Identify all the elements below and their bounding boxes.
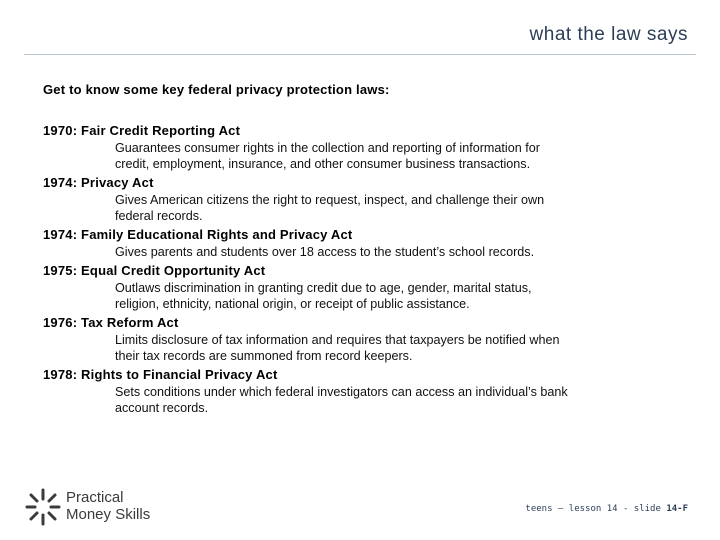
law-list — [43, 122, 643, 418]
law-description — [115, 280, 643, 312]
intro-text: Get to know some key federal privacy protection laws: — [43, 82, 390, 97]
law-description — [115, 244, 643, 260]
law-description-line: their tax records are summoned from record keepers. — [115, 349, 413, 363]
law-title: 1974: Family Educational Rights and Privacy Act — [43, 227, 353, 242]
logo-line-1: Practical — [66, 489, 124, 506]
law-title: 1976: Tax Reform Act — [43, 315, 179, 330]
law-description-line: Gives American citizens the right to request, inspect, and challenge their own — [115, 193, 545, 207]
law-description-line: Sets conditions under which federal investigators can access an individual’s bank — [115, 385, 568, 399]
logo-line-2: Money Skills — [66, 506, 151, 523]
footer-text: teens – lesson 14 - slide — [525, 504, 667, 514]
law-description — [115, 140, 643, 172]
slide-footer — [525, 504, 688, 514]
page-title: what the law says — [529, 24, 688, 45]
header-divider — [24, 54, 696, 55]
law-item — [43, 262, 643, 312]
slide-number: 14-F — [666, 504, 688, 514]
law-description-line: Limits disclosure of tax information and requires that taxpayers be notified when — [115, 333, 560, 347]
law-item — [43, 122, 643, 172]
practical-money-skills-logo — [24, 487, 164, 527]
law-item — [43, 314, 643, 364]
law-item — [43, 174, 643, 224]
law-item — [43, 226, 643, 260]
law-description-line: Guarantees consumer rights in the collection and reporting of information for — [115, 141, 540, 155]
law-description-line: Outlaws discrimination in granting credit due to age, gender, marital status, — [115, 281, 532, 295]
law-description-line: account records. — [115, 401, 209, 415]
law-description-line: Gives parents and students over 18 access to the student’s school records. — [115, 245, 535, 259]
law-description-line: credit, employment, insurance, and other consumer business transactions. — [115, 157, 531, 171]
law-title: 1978: Rights to Financial Privacy Act — [43, 367, 278, 382]
law-title: 1970: Fair Credit Reporting Act — [43, 123, 241, 138]
law-description — [115, 332, 643, 364]
law-description — [115, 192, 643, 224]
law-description-line: religion, ethnicity, national origin, or receipt of public assistance. — [115, 297, 470, 311]
law-description-line: federal records. — [115, 209, 203, 223]
starburst-icon — [24, 487, 62, 527]
law-description — [115, 384, 643, 416]
law-item — [43, 366, 643, 416]
law-title: 1974: Privacy Act — [43, 175, 154, 190]
law-title: 1975: Equal Credit Opportunity Act — [43, 263, 266, 278]
